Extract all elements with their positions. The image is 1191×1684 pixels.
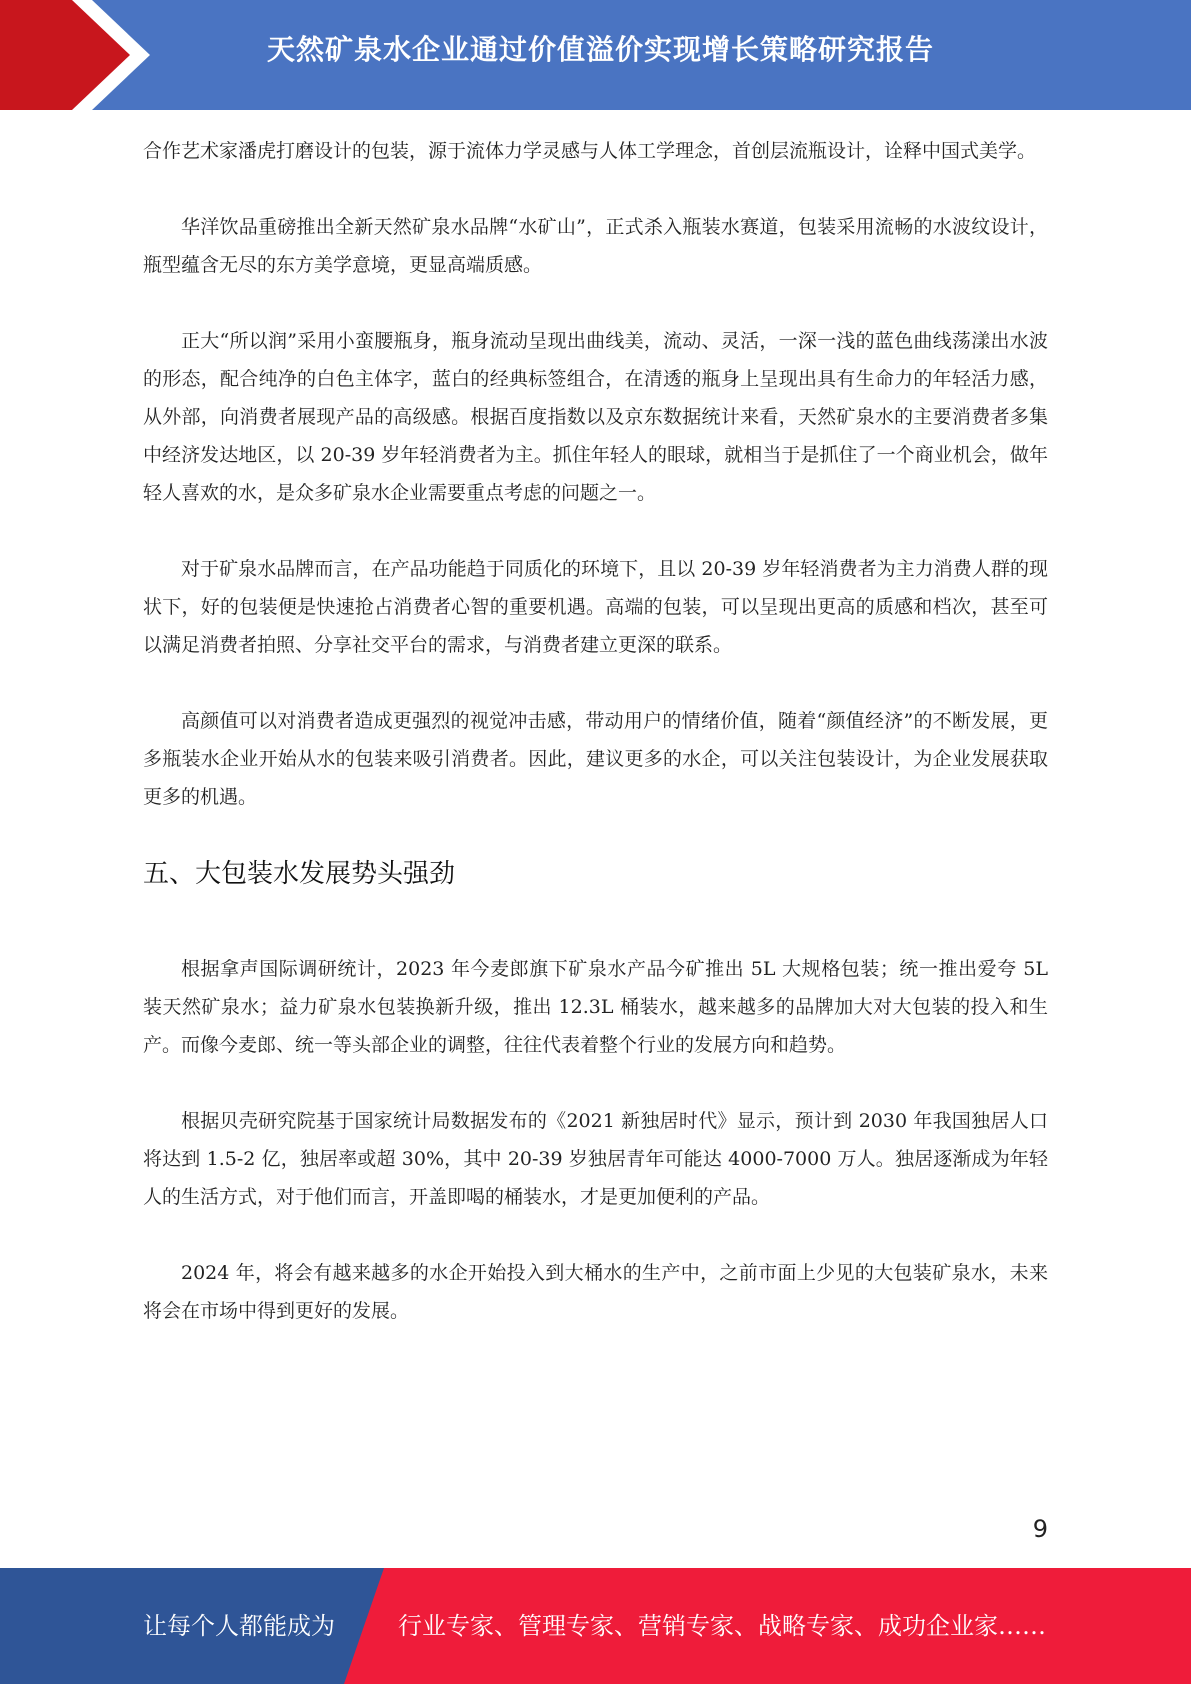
footer-slogan-left: 让每个人都能成为 bbox=[143, 1612, 335, 1640]
paragraph: 华洋饮品重磅推出全新天然矿泉水品牌“水矿山”，正式杀入瓶装水赛道，包装采用流畅的水波纹设计，瓶型蕴含无尽的东方美学意境，更显高端质感。 bbox=[143, 216, 1048, 276]
page-number: 9 bbox=[1032, 1515, 1048, 1543]
section-heading: 五、大包装水发展势头强劲 bbox=[143, 859, 456, 889]
report-title: 天然矿泉水企业通过价值溢价实现增长策略研究报告 bbox=[266, 33, 934, 66]
paragraph: 正大“所以润”采用小蛮腰瓶身，瓶身流动呈现出曲线美，流动、灵活，一深一浅的蓝色曲线荡漾出水波的形态，配合纯净的白色主体字，蓝白的经典标签组合，在清透的瓶身上呈现出具有生命力的年轻活力感，从外部，向消费者展现产品的高级感。根据百度指数以及京东数据统计来看，天然矿泉水的主要消费者多集中经济发达地区，以 20-39 岁年轻消费者为主。抓住年轻人的眼球，就相当于是抓住了一个商业机会，做年轻人喜欢的水，是众多矿泉水企业需要重点考虑的问题之一。 bbox=[143, 330, 1048, 504]
paragraph: 2024 年，将会有越来越多的水企开始投入到大桶水的生产中，之前市面上少见的大包装矿泉水，未来将会在市场中得到更好的发展。 bbox=[143, 1262, 1048, 1322]
header-arrow-icon bbox=[0, 0, 160, 110]
paragraph: 对于矿泉水品牌而言，在产品功能趋于同质化的环境下，且以 20-39 岁年轻消费者为主力消费人群的现状下，好的包装便是快速抢占消费者心智的重要机遇。高端的包装，可以呈现出更高的质感和档次，甚至可以满足消费者拍照、分享社交平台的需求，与消费者建立更深的联系。 bbox=[143, 558, 1048, 656]
header-arrow-red bbox=[0, 0, 130, 110]
paragraph: 根据拿声国际调研统计，2023 年今麦郎旗下矿泉水产品今矿推出 5L 大规格包装；统一推出爱夸 5L 装天然矿泉水；益力矿泉水包装换新升级，推出 12.3L 桶装水，越来越多的品牌加大对大包装的投入和生产。而像今麦郎、统一等头部企业的调整，往往代表着整个行业的发展方向和趋势。 bbox=[143, 958, 1048, 1056]
paragraph: 高颜值可以对消费者造成更强烈的视觉冲击感，带动用户的情绪价值，随着“颜值经济”的不断发展，更多瓶装水企业开始从水的包装来吸引消费者。因此，建议更多的水企，可以关注包装设计，为企业发展获取更多的机遇。 bbox=[143, 710, 1048, 808]
page-content bbox=[143, 132, 1048, 1330]
paragraph: 根据贝壳研究院基于国家统计局数据发布的《2021 新独居时代》显示，预计到 2030 年我国独居人口将达到 1.5-2 亿，独居率或超 30%，其中 20-39 岁独居青年可能达 4000-7000 万人。独居逐渐成为年轻人的生活方式，对于他们而言，开盖即喝的桶装水，才是更加便利的产品。 bbox=[143, 1110, 1048, 1208]
page-footer bbox=[0, 1568, 1191, 1684]
footer-slogan-right: 行业专家、管理专家、营销专家、战略专家、成功企业家…… bbox=[398, 1612, 1046, 1640]
paragraph: 合作艺术家潘虎打磨设计的包装，源于流体力学灵感与人体工学理念，首创层流瓶设计，诠释中国式美学。 bbox=[143, 140, 1037, 162]
page-header bbox=[0, 0, 1191, 110]
